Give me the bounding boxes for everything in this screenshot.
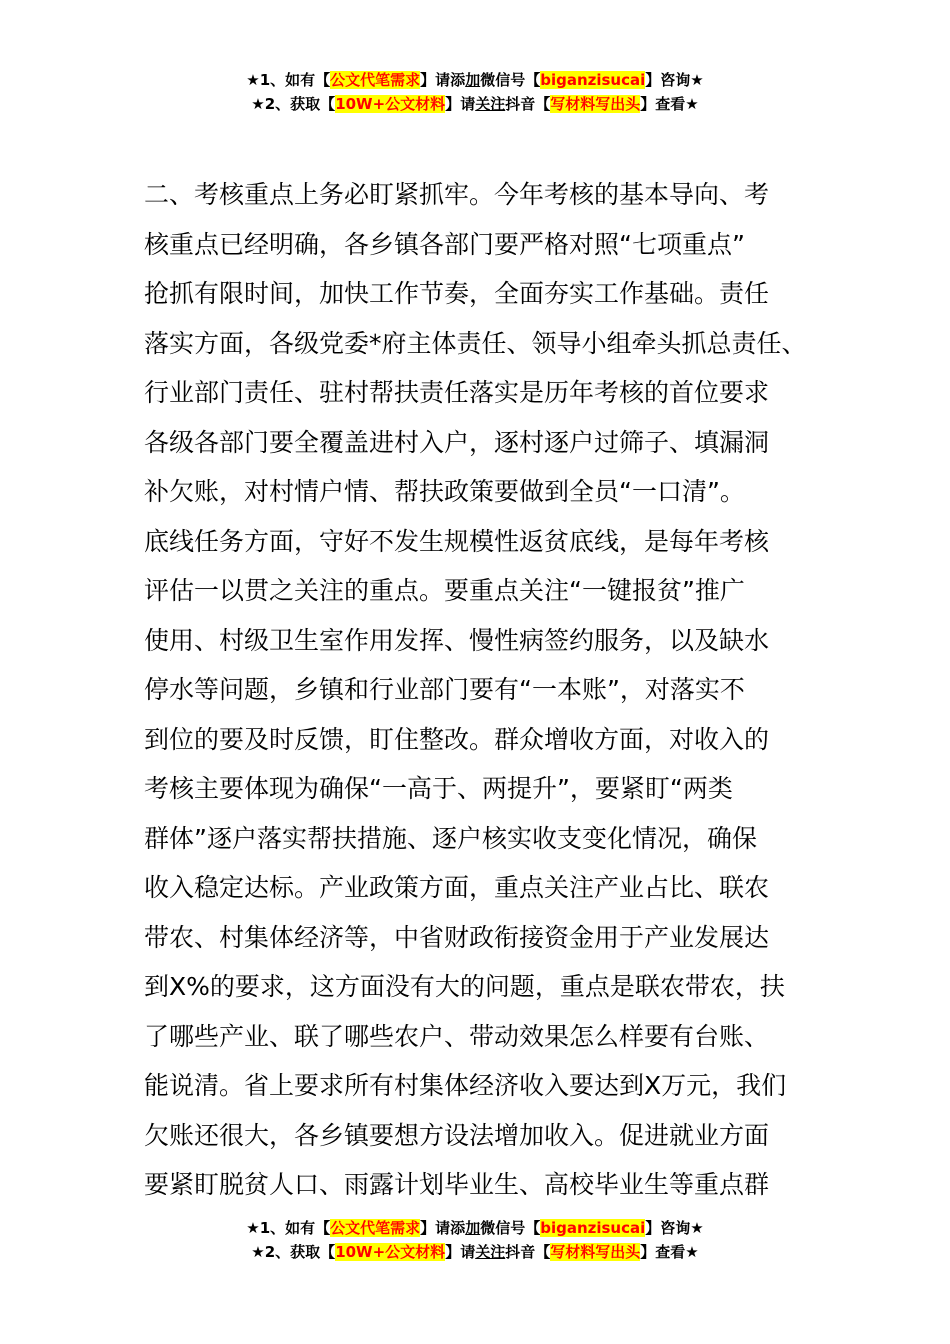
promo-text: 】请添 <box>420 1219 466 1237</box>
document-body <box>144 170 824 1210</box>
promo-highlight: 写材料写出头 <box>550 95 641 113</box>
promo-text: 】请添 <box>420 71 466 89</box>
promo-text: 】咨询★ <box>645 71 704 89</box>
body-line: 要紧盯脱贫人口、雨露计划毕业生、高校毕业生等重点群 <box>144 1170 770 1199</box>
promo-highlight: 写材料写出头 <box>550 1243 641 1261</box>
promo-text: 微信号【 <box>480 71 541 89</box>
body-line: 使用、村级卫生室作用发挥、慢性病签约服务，以及缺水 <box>144 625 770 655</box>
promo-underlined-text: 加 <box>465 71 481 89</box>
promo-text: 抖音【 <box>505 1243 551 1261</box>
body-line: 到位的要及时反馈，盯住整改。群众增收方面，对收入的 <box>144 724 770 754</box>
promo-text: 】查看★ <box>640 1243 699 1261</box>
promo-text: 】请 <box>445 95 476 113</box>
promo-text: ★1、如有【 <box>246 71 331 89</box>
body-line: 欠账还很大，各乡镇要想方设法增加收入。促进就业方面 <box>144 1120 770 1150</box>
promo-highlight: biganzisucai <box>540 1219 646 1237</box>
promo-highlight: 公文代笔需求 <box>330 1219 421 1237</box>
promo-text: 微信号【 <box>480 1219 541 1237</box>
promo-highlight: 10W+公文材料 <box>335 95 446 113</box>
body-line: 到X%的要求，这方面没有大的问题，重点是联农带农，扶 <box>144 972 785 1001</box>
promo-underlined-text: 加 <box>465 1219 481 1237</box>
promo-text: ★2、获取【 <box>251 95 336 113</box>
promo-highlight: 公文代笔需求 <box>330 71 421 89</box>
body-line: 底线任务方面，守好不发生规模性返贫底线，是每年考核 <box>144 526 770 556</box>
promo-line-2 <box>0 1240 950 1264</box>
promo-line-1 <box>0 68 950 92</box>
body-line: 考核主要体现为确保“一高于、两提升”，要紧盯“两类 <box>144 774 733 803</box>
promo-line-2 <box>0 92 950 116</box>
promo-text: ★1、如有【 <box>246 1219 331 1237</box>
body-line: 各级各部门要全覆盖进村入户，逐村逐户过筛子、填漏洞 <box>144 427 770 457</box>
body-line: 抢抓有限时间，加快工作节奏，全面夯实工作基础。责任 <box>144 279 770 308</box>
promo-text: 】请 <box>445 1243 476 1261</box>
body-line: 二、考核重点上务必盯紧抓牢。今年考核的基本导向、考 <box>144 180 770 209</box>
promo-text: ★2、获取【 <box>251 1243 336 1261</box>
body-line: 评估一以贯之关注的重点。要重点关注“一键报贫”推广 <box>144 576 745 605</box>
body-line: 带农、村集体经济等，中省财政衔接资金用于产业发展达 <box>144 922 770 952</box>
body-line: 收入稳定达标。产业政策方面，重点关注产业占比、联农 <box>144 873 770 902</box>
promo-underlined-text: 关注 <box>475 95 506 113</box>
promo-text: 抖音【 <box>505 95 551 113</box>
promo-highlight: 10W+公文材料 <box>335 1243 446 1261</box>
promo-line-1 <box>0 1216 950 1240</box>
body-line: 核重点已经明确，各乡镇各部门要严格对照“七项重点” <box>144 229 745 259</box>
promo-banner-top <box>0 68 950 116</box>
body-line: 了哪些产业、联了哪些农户、带动效果怎么样要有台账、 <box>144 1021 770 1051</box>
body-line: 能说清。省上要求所有村集体经济收入要达到X万元，我们 <box>144 1071 787 1100</box>
promo-highlight: biganzisucai <box>540 71 646 89</box>
promo-text: 】咨询★ <box>645 1219 704 1237</box>
promo-text: 】查看★ <box>640 95 699 113</box>
body-line: 停水等问题，乡镇和行业部门要有“一本账”，对落实不 <box>144 675 745 704</box>
promo-banner-bottom <box>0 1216 950 1264</box>
body-line: 群体”逐户落实帮扶措施、逐户核实收支变化情况，确保 <box>144 823 757 853</box>
body-line: 落实方面，各级党委*府主体责任、领导小组牵头抓总责任、 <box>144 328 807 358</box>
promo-underlined-text: 关注 <box>475 1243 506 1261</box>
body-line: 行业部门责任、驻村帮扶责任落实是历年考核的首位要求 <box>144 378 770 407</box>
body-line: 补欠账，对村情户情、帮扶政策要做到全员“一口清”。 <box>144 477 745 506</box>
